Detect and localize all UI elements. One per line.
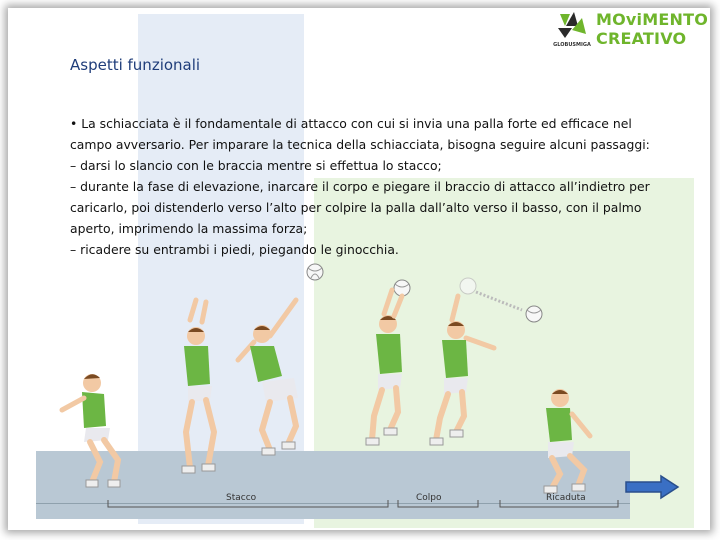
logo-line-1: MOviMENTO [596, 10, 708, 29]
phase-caption-stacco: Stacco [226, 493, 257, 503]
logo-publisher-text: GLOBUSMIGA [553, 42, 591, 48]
paragraph-line: – darsi lo slancio con le braccia mentre si effettua lo stacco; [70, 158, 442, 173]
athlete-figure-6 [544, 389, 590, 493]
paragraph-line: caricarlo, poi distenderlo verso l’alto per colpire la palla dall’alto verso il basso, con il palmo [70, 200, 642, 215]
phase-caption-ricaduta: Ricaduta [546, 493, 586, 503]
paragraph-line: – durante la fase di elevazione, inarcare il corpo e piegare il braccio di attacco all’indietro per [70, 179, 650, 194]
athlete-figure-5 [430, 278, 542, 445]
logo-line-2: CREATIVO [596, 29, 687, 48]
athlete-figure-4 [366, 280, 410, 445]
slide-title: Aspetti funzionali [70, 56, 201, 74]
paragraph-line: aperto, imprimendo la massima forza; [70, 221, 308, 236]
athlete-figure-3 [238, 300, 298, 455]
paragraph-line: campo avversario. Per imparare la tecnica della schiacciata, bisogna seguire alcuni passaggi: [70, 137, 650, 152]
athlete-figure-2 [182, 300, 215, 473]
volleyball-1 [307, 264, 323, 280]
phase-caption-colpo: Colpo [416, 493, 442, 503]
paragraph-line: – ricadere su entrambi i piedi, piegando le ginocchia. [70, 242, 399, 257]
athlete-figure-1 [62, 374, 120, 487]
next-slide-button[interactable] [623, 474, 681, 500]
arrow-right-icon [623, 474, 681, 500]
paragraph-line: • La schiacciata è il fondamentale di attacco con cui si invia una palla forte ed efficace nel [70, 116, 632, 131]
